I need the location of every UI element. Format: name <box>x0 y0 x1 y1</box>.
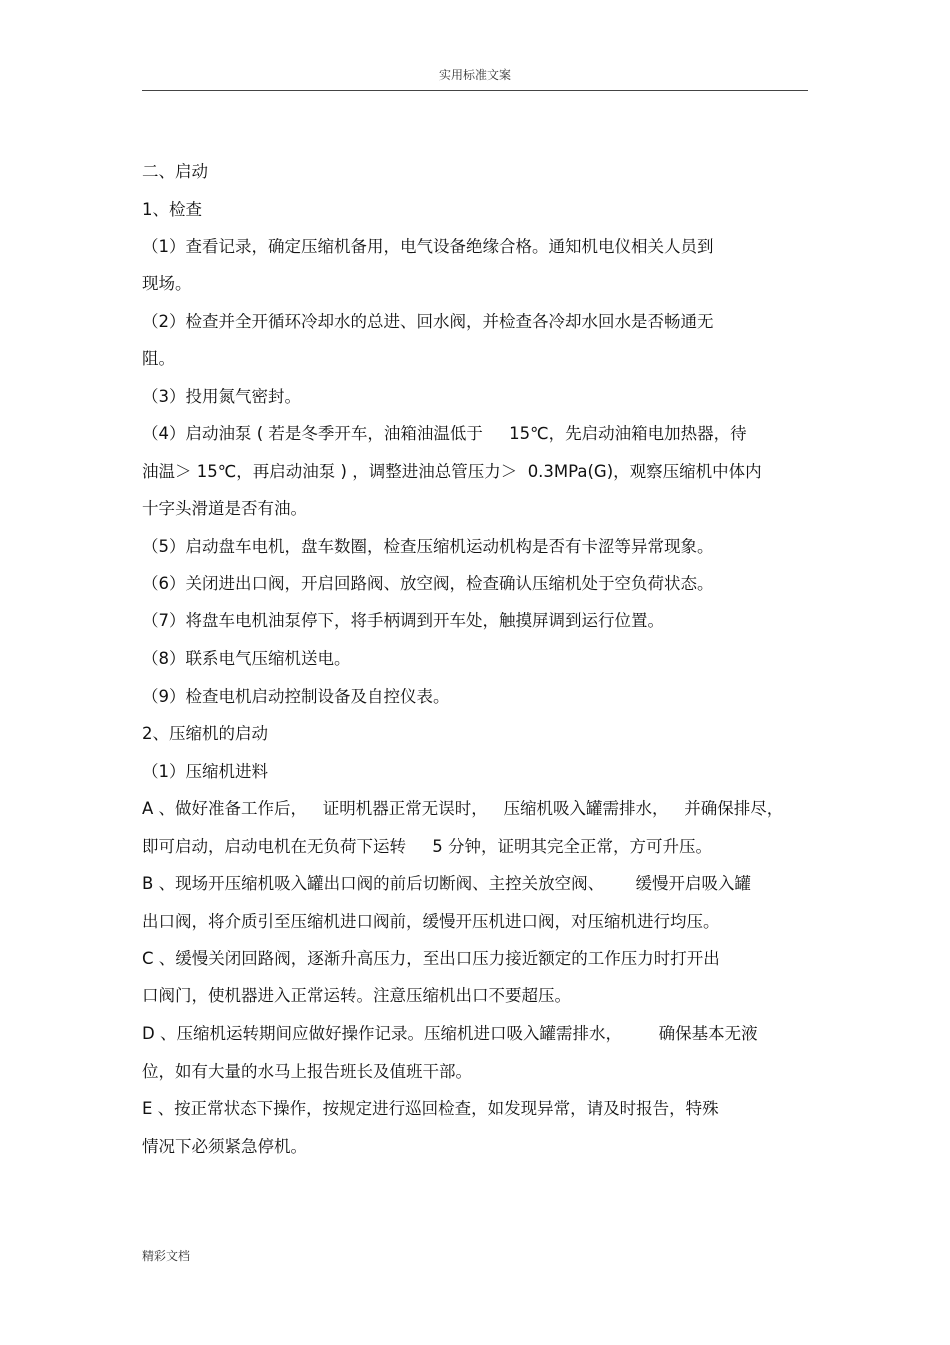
paragraph-line: 即可启动，启动电机在无负荷下运转 5 分钟，证明其完全正常，方可升压。 <box>142 837 712 856</box>
paragraph-line: （1）压缩机进料 <box>142 762 268 781</box>
paragraph-line: 阻。 <box>142 349 175 368</box>
subsection-heading-check: 1、检查 <box>142 200 202 219</box>
paragraph-line: （9）检查电机启动控制设备及自控仪表。 <box>142 687 450 706</box>
section-heading-startup: 二、启动 <box>142 162 208 181</box>
paragraph-line: （7）将盘车电机油泵停下，将手柄调到开车处，触摸屏调到运行位置。 <box>142 611 664 630</box>
paragraph-line: （2）检查并全开循环冷却水的总进、回水阀，并检查各冷却水回水是否畅通无 <box>142 312 714 331</box>
paragraph-line: （3）投用氮气密封。 <box>142 387 301 406</box>
paragraph-line: 油温＞ 15℃，再启动油泵 ) ，调整进油总管压力＞ 0.3MPa(G)，观察压缩机中体内 <box>142 462 762 481</box>
paragraph-line: 位，如有大量的水马上报告班长及值班干部。 <box>142 1062 472 1081</box>
subsection-heading-compressor-start: 2、压缩机的启动 <box>142 724 268 743</box>
paragraph-line: 口阀门，使机器进入正常运转。注意压缩机出口不要超压。 <box>142 986 571 1005</box>
paragraph-line: 十字头滑道是否有油。 <box>142 499 307 518</box>
paragraph-line: （4）启动油泵 ( 若是冬季开车，油箱油温低于 15℃，先启动油箱电加热器，待 <box>142 424 747 443</box>
paragraph-line: 出口阀，将介质引至压缩机进口阀前，缓慢开压机进口阀，对压缩机进行均压。 <box>142 912 720 931</box>
paragraph-line: A 、做好准备工作后， 证明机器正常无误时， 压缩机吸入罐需排水， 并确保排尽， <box>142 799 784 818</box>
paragraph-line: C 、缓慢关闭回路阀，逐渐升高压力，至出口压力接近额定的工作压力时打开出 <box>142 949 720 968</box>
paragraph-line: E 、按正常状态下操作，按规定进行巡回检查，如发现异常，请及时报告，特殊 <box>142 1099 719 1118</box>
paragraph-line: （1）查看记录，确定压缩机备用，电气设备绝缘合格。通知机电仪相关人员到 <box>142 237 714 256</box>
paragraph-line: （5）启动盘车电机，盘车数圈，检查压缩机运动机构是否有卡涩等异常现象。 <box>142 537 714 556</box>
page-footer-text: 精彩文档 <box>142 1249 191 1263</box>
header-divider <box>142 90 808 91</box>
paragraph-line: （8）联系电气压缩机送电。 <box>142 649 351 668</box>
paragraph-line: 情况下必须紧急停机。 <box>142 1137 307 1156</box>
paragraph-line: （6）关闭进出口阀，开启回路阀、放空阀，检查确认压缩机处于空负荷状态。 <box>142 574 714 593</box>
paragraph-line: D 、压缩机运转期间应做好操作记录。压缩机进口吸入罐需排水， 确保基本无液 <box>142 1024 758 1043</box>
paragraph-line: 现场。 <box>142 274 192 293</box>
paragraph-line: B 、现场开压缩机吸入罐出口阀的前后切断阀、主控关放空阀、 缓慢开启吸入罐 <box>142 874 752 893</box>
page-header-title: 实用标准文案 <box>438 68 511 82</box>
